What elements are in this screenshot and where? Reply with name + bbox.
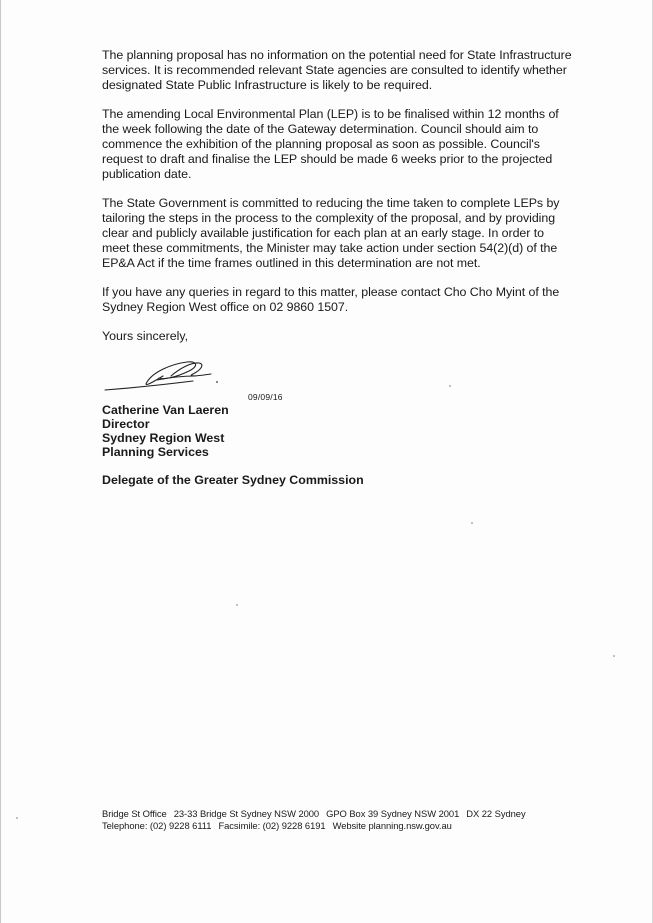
footer-office: Bridge St Office [102, 808, 167, 819]
footer-website: Website planning.nsw.gov.au [332, 819, 452, 831]
paragraph-state-government: The State Government is committed to reducing the time taken to complete LEPs by tailoring the steps in the process to the complexity of the proposal, and by providing clear and publicly available justification for each plan at an early stage. In order to meet these commitments, the Minister may take action under section 54(2)(d) of the EP&A Act if the time frames outlined in this determination are not met. [102, 196, 560, 270]
paragraph-lep-timeframe: The amending Local Environmental Plan (LEP) is to be finalised within 12 months of the week following the date of the Gateway determination. Council should aim to commence the exhibition of the planning proposal as soon as possible. Council's request to draft and finalise the LEP should be made 6 weeks prior to the projected publication date. [102, 107, 559, 181]
signatory-division: Planning Services [102, 445, 209, 459]
footer-telephone: Telephone: (02) 9228 6111 [102, 819, 212, 831]
scan-speck [471, 522, 473, 524]
footer-facsimile: Facsimile: (02) 9228 6191 [218, 819, 326, 831]
footer-po-box: GPO Box 39 Sydney NSW 2001 [326, 808, 460, 819]
scan-speck [16, 817, 18, 819]
scan-speck [613, 655, 615, 657]
delegate-line: Delegate of the Greater Sydney Commission [102, 473, 364, 487]
letter-body [102, 48, 572, 344]
signatory-name: Catherine Van Laeren [102, 403, 229, 417]
footer-address-line [102, 808, 526, 820]
scan-speck [449, 385, 451, 387]
signatory-block [102, 403, 229, 459]
letter-footer [102, 808, 526, 831]
scan-speck [236, 604, 238, 606]
signature-block [101, 352, 401, 402]
footer-street: 23-33 Bridge St Sydney NSW 2000 [173, 808, 320, 819]
signatory-region: Sydney Region West [102, 431, 225, 445]
signatory-title: Director [102, 417, 150, 431]
closing-salutation: Yours sincerely, [102, 329, 189, 343]
footer-dx: DX 22 Sydney [466, 808, 526, 819]
handwritten-signature [101, 352, 241, 400]
paragraph-contact: If you have any queries in regard to this matter, please contact Cho Cho Myint of the Sydney Region West office on 02 9860 1507. [102, 285, 560, 314]
signature-date: 09/09/16 [248, 392, 283, 402]
footer-contact-line [102, 820, 526, 832]
paragraph-infrastructure: The planning proposal has no information on the potential need for State Infrastructure services. It is recommended relevant State agencies are consulted to identify whether designated State Public Infrastructure is likely to be required. [102, 48, 572, 92]
